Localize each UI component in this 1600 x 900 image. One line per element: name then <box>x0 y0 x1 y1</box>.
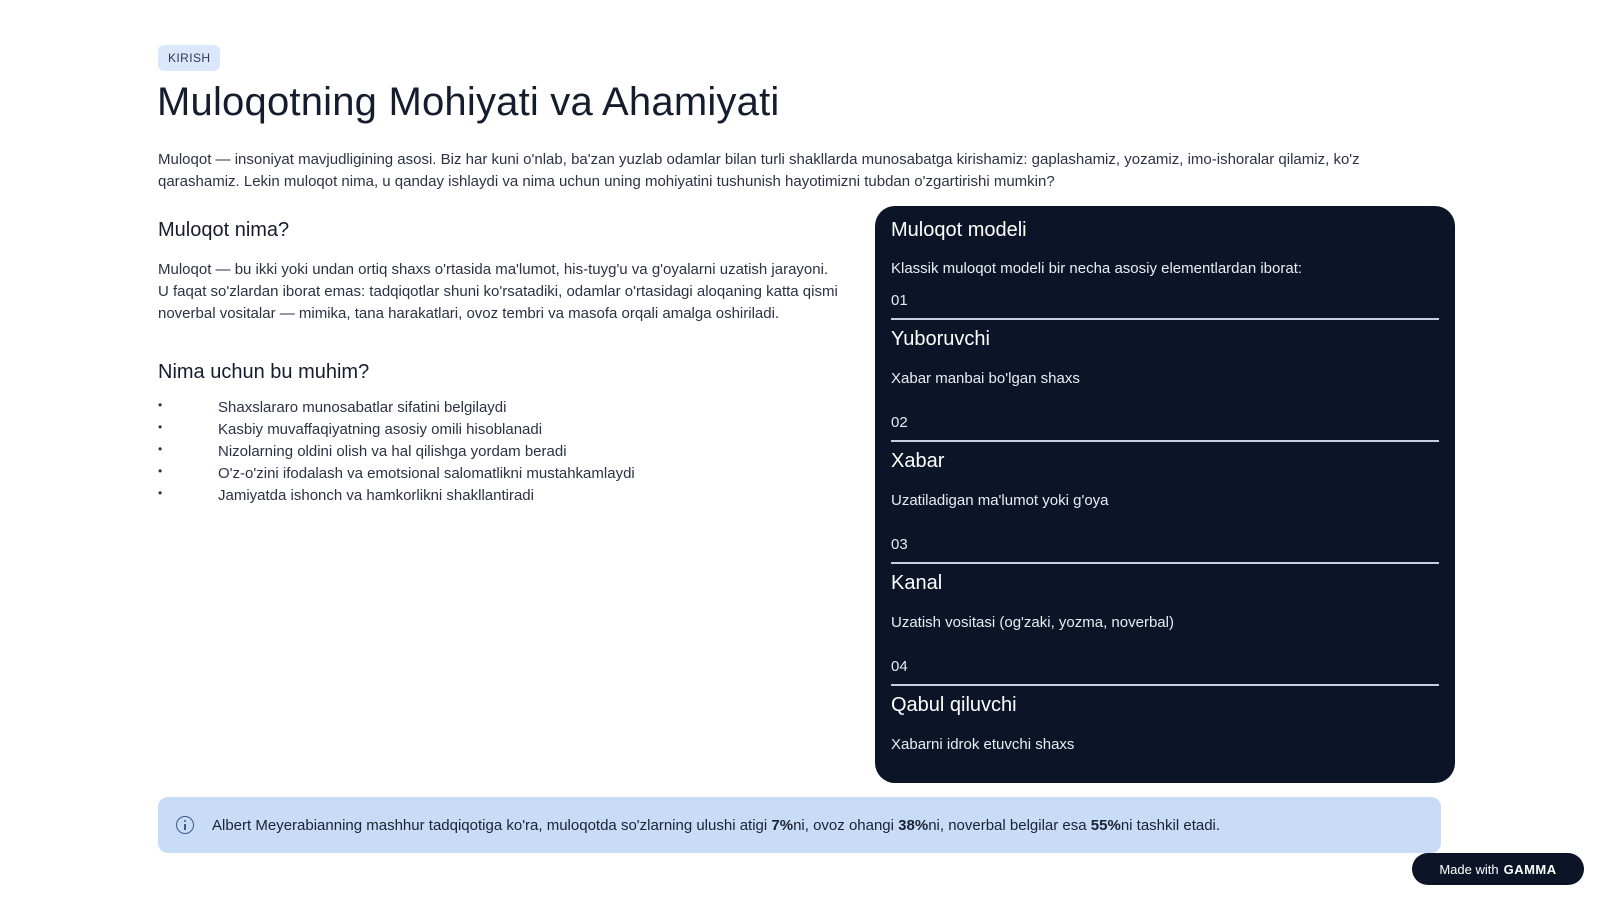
section-badge: KIRISH <box>158 45 220 71</box>
list-item: • Shaxslararo munosabatlar sifatini belgilaydi <box>158 397 838 419</box>
list-item: • Nizolarning oldini olish va hal qilishga yordam beradi <box>158 441 838 463</box>
list-item: • Jamiyatda ishonch va hamkorlikni shakllantiradi <box>158 485 838 507</box>
element-name: Qabul qiluvchi <box>891 694 1017 716</box>
element-description: Xabar manbai bo'lgan shaxs <box>891 370 1080 387</box>
info-callout <box>158 797 1441 853</box>
voice-percentage: 38% <box>898 816 929 834</box>
element-name: Yuboruvchi <box>891 328 990 350</box>
what-heading: Muloqot nima? <box>158 219 290 241</box>
model-element-sender <box>891 290 1439 412</box>
words-percentage: 7% <box>771 816 794 834</box>
element-name: Xabar <box>891 450 945 472</box>
why-heading: Nima uchun bu muhim? <box>158 361 370 383</box>
element-number: 04 <box>891 656 1439 686</box>
model-title: Muloqot modeli <box>891 219 1027 241</box>
element-number: 01 <box>891 290 1439 320</box>
callout-text-part: ni, noverbal belgilar esa <box>928 816 1091 834</box>
importance-list <box>158 397 838 507</box>
gamma-logo: GAMMA <box>1503 861 1557 877</box>
made-with-label: Made with <box>1439 861 1499 877</box>
model-element-message <box>891 412 1439 534</box>
element-description: Uzatish vositasi (og'zaki, yozma, noverbal) <box>891 614 1174 631</box>
callout-text-part: ni, ovoz ohangi <box>793 816 899 834</box>
callout-text-part: Albert Meyerabianning mashhur tadqiqotiga ko'ra, muloqotda so'zlarning ulushi atigi <box>212 816 772 834</box>
list-item: • O'z-o'zini ifodalash va emotsional salomatlikni mustahkamlaydi <box>158 463 838 485</box>
made-with-gamma-button[interactable] <box>1412 853 1584 885</box>
what-paragraph: Muloqot — bu ikki yoki undan ortiq shaxs o'rtasida ma'lumot, his-tuyg'u va g'oyalarni uzatish jarayoni. U faqat so'zlardan iborat emas: tadqiqotlar shuni ko'rsatadiki, odamlar o'rtasidagi aloqaning katta qismi noverbal vositalar — mimika, tana harakatlari, ovoz tembri va masofa orqali amalga oshiriladi. <box>158 261 838 322</box>
intro-paragraph: Muloqot — insoniyat mavjudligining asosi. Biz har kuni o'nlab, ba'zan yuzlab odamlar bilan turli shakllarda munosabatga kirishamiz: gaplashamiz, yozamiz, imo-ishoralar qilamiz, ko'z qarashamiz. Lekin muloqot nima, u qanday ishlaydi va nima uchun uning mohiyatini tushunish hayotimizni tubdan o'zgartirishi mumkin? <box>158 151 1360 190</box>
info-icon <box>176 816 194 834</box>
element-number: 02 <box>891 412 1439 442</box>
list-item: • Kasbiy muvaffaqiyatning asosiy omili hisoblanadi <box>158 419 838 441</box>
communication-model-card <box>875 206 1455 783</box>
callout-text <box>212 817 1220 834</box>
page-title: Muloqotning Mohiyati va Ahamiyati <box>157 80 780 124</box>
model-description: Klassik muloqot modeli bir necha asosiy elementlardan iborat: <box>891 260 1303 277</box>
nonverbal-percentage: 55% <box>1090 816 1121 834</box>
callout-text-part: ni tashkil etadi. <box>1120 816 1221 834</box>
element-description: Xabarni idrok etuvchi shaxs <box>891 736 1075 753</box>
model-element-channel <box>891 534 1439 656</box>
element-name: Kanal <box>891 572 943 594</box>
model-element-receiver <box>891 656 1439 778</box>
element-description: Uzatiladigan ma'lumot yoki g'oya <box>891 492 1109 509</box>
element-number: 03 <box>891 534 1439 564</box>
model-elements <box>891 290 1439 778</box>
